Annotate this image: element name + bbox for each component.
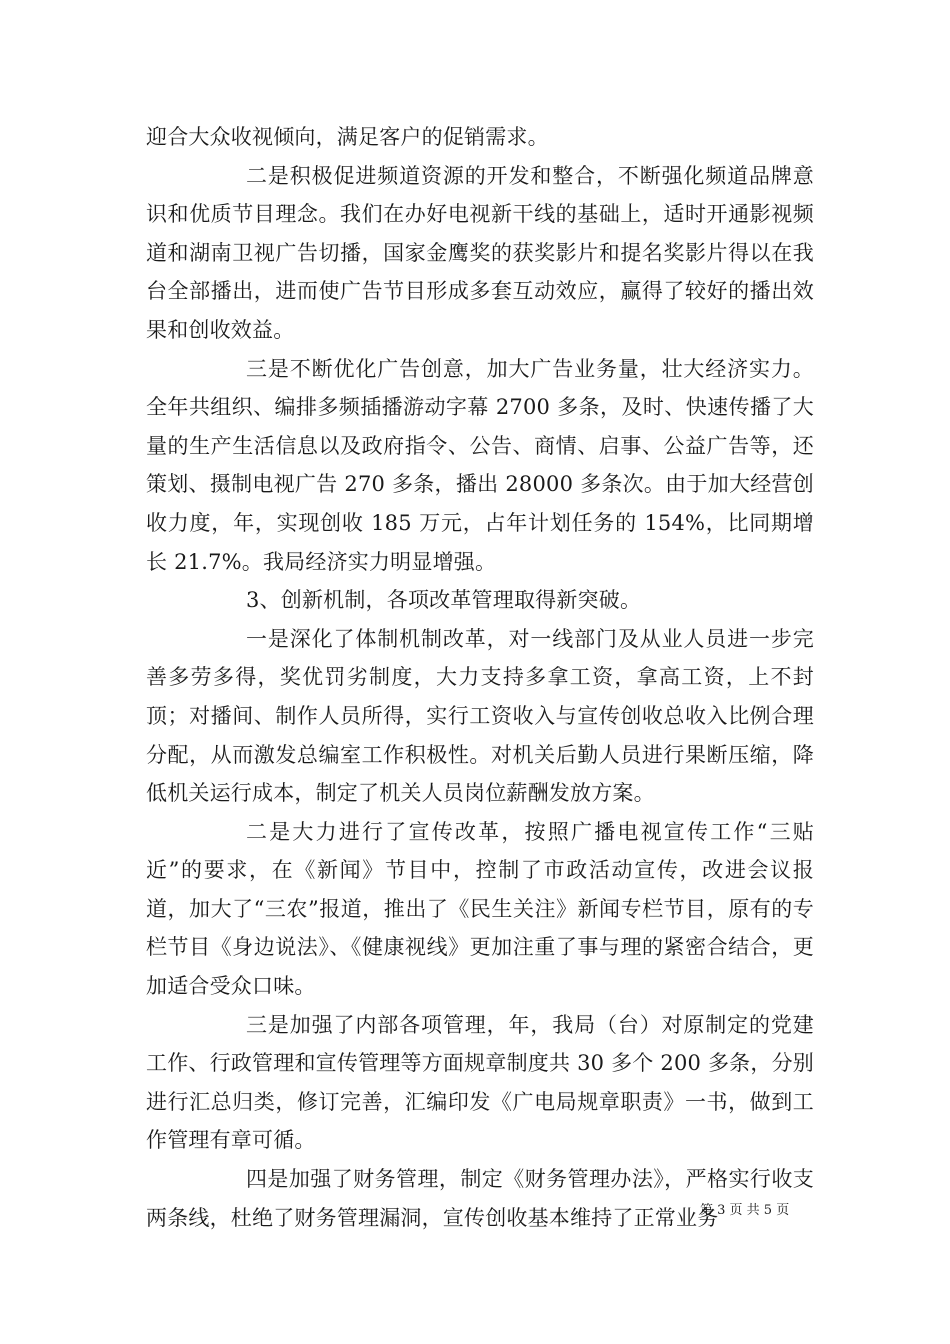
page-number: 第 3 页 共 5 页 (700, 1203, 790, 1218)
document-body (146, 118, 814, 1237)
paragraph-6: 二是大力进行了宣传改革，按照广播电视宣传工作“三贴近”的要求，在《新闻》节目中，控制了市政活动宣传，改进会议报道，加大了“三农”报道，推出了《民生关注》新闻专栏节目，原有的专栏节目《身边说法》、《健康视线》更加注重了事与理的紧密合结合，更加适合受众口味。 (146, 819, 814, 999)
paragraph-7: 三是加强了内部各项管理，年，我局（台）对原制定的党建工作、行政管理和宣传管理等方面规章制度共 30 多个 200 多条，分别进行汇总归类，修订完善，汇编印发《广电局规章职责》一书，做到工作管理有章可循。 (146, 1012, 814, 1153)
paragraph-1: 迎合大众收视倾向，满足客户的促销需求。 (146, 125, 549, 149)
paragraph-2: 二是积极促进频道资源的开发和整合，不断强化频道品牌意识和优质节目理念。我们在办好电视新干线的基础上，适时开通影视频道和湖南卫视广告切播，国家金鹰奖的获奖影片和提名奖影片得以在我台全部播出，进而使广告节目形成多套互动效应，赢得了较好的播出效果和创收效益。 (146, 163, 814, 342)
paragraph-8: 四是加强了财务管理，制定《财务管理办法》，严格实行收支两条线，杜绝了财务管理漏洞，宣传创收基本维持了正常业务 (146, 1167, 814, 1230)
paragraph-5: 一是深化了体制机制改革，对一线部门及从业人员进一步完善多劳多得，奖优罚劣制度，大力支持多拿工资，拿高工资，上不封顶；对播间、制作人员所得，实行工资收入与宣传创收总收入比例合理分配，从而激发总编室工作积极性。对机关后勤人员进行果断压缩，降低机关运行成本，制定了机关人员岗位薪酬发放方案。 (146, 626, 814, 806)
paragraph-3: 三是不断优化广告创意，加大广告业务量，壮大经济实力。全年共组织、编排多频插播游动字幕 2700 多条，及时、快速传播了大量的生产生活信息以及政府指令、公告、商情、启事、公益广告等，还策划、摄制电视广告 270 多条，播出 28000 多条次。由于加大经营创收力度，年，实现创收 185 万元，占年计划任务的 154%，比同期增长 21.7%。我局经济实力明显增强。 (146, 356, 814, 574)
section-heading-3: 3、创新机制，各项改革管理取得新突破。 (246, 588, 642, 613)
